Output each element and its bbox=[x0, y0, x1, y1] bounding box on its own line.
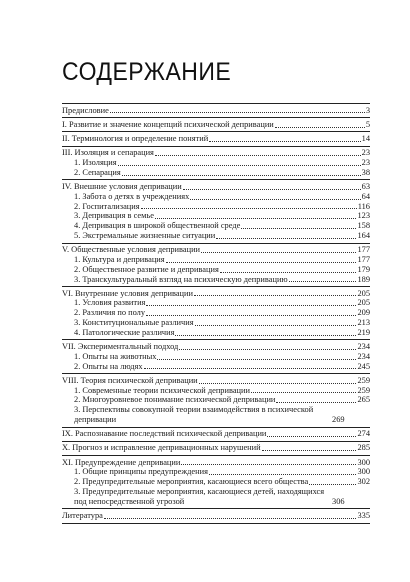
toc-separator bbox=[62, 523, 370, 524]
toc-page-number: 245 bbox=[357, 361, 370, 371]
toc-section bbox=[62, 442, 370, 455]
toc-chapter-entry[interactable] bbox=[62, 289, 370, 299]
toc-chapter-entry[interactable] bbox=[62, 429, 370, 439]
toc-entry-title: XI. Предупреждение депривации bbox=[62, 457, 181, 467]
toc-subsection-entry[interactable] bbox=[62, 318, 370, 328]
toc-chapter-entry[interactable] bbox=[62, 120, 370, 130]
toc-page-number: 179 bbox=[357, 264, 370, 274]
toc-page-number: 209 bbox=[357, 308, 370, 318]
toc-leader-dots bbox=[241, 228, 356, 229]
toc-leader-dots bbox=[195, 325, 357, 326]
toc-entry-title: 3. Транскультуральный взгляд на психическую депривацию bbox=[74, 274, 288, 284]
toc-subsection-entry[interactable] bbox=[62, 255, 370, 265]
toc-entry-title: 1. Условия развития bbox=[74, 298, 146, 308]
toc-entry-title: 1. Изоляция bbox=[74, 157, 117, 167]
toc-entry-title: 5. Экстремальные жизненные ситуации bbox=[74, 230, 216, 240]
toc-chapter-entry[interactable] bbox=[62, 182, 370, 192]
toc-page-number: 5 bbox=[365, 119, 370, 129]
toc-page-number: 306 bbox=[332, 496, 345, 506]
toc-entry-title: 1. Забота о детях в учреждениях bbox=[74, 191, 190, 201]
toc-page-number: 274 bbox=[357, 429, 370, 439]
toc-subsection-entry[interactable] bbox=[62, 352, 370, 362]
toc-chapter-entry[interactable] bbox=[62, 376, 370, 386]
toc-entry-title: V. Общественные условия депривации bbox=[62, 245, 201, 255]
toc-entry-title: VIII. Теория психической депривации bbox=[62, 375, 198, 385]
toc-subsection-entry[interactable] bbox=[62, 231, 370, 241]
toc-entry-title: 2. Госпитализация bbox=[74, 201, 140, 211]
toc-leader-dots bbox=[155, 218, 356, 219]
toc-subsection-entry[interactable] bbox=[62, 477, 370, 487]
toc-chapter-entry[interactable] bbox=[62, 443, 370, 453]
toc-page-number: 302 bbox=[357, 477, 370, 487]
toc-subsection-entry[interactable] bbox=[62, 275, 370, 285]
toc-subsection-entry[interactable] bbox=[62, 308, 370, 318]
page-title: СОДЕРЖАНИЕ bbox=[62, 58, 232, 86]
toc-entry-title: 2. Многоуровневое понимание психической депривации bbox=[74, 395, 276, 405]
toc-leader-dots bbox=[209, 474, 357, 475]
toc-chapter-entry[interactable] bbox=[62, 245, 370, 255]
toc-page-number: 213 bbox=[357, 318, 370, 328]
toc-page-number: 23 bbox=[361, 148, 370, 158]
toc-page-number: 63 bbox=[361, 181, 370, 191]
toc-entry-title: 1. Опыты на животных bbox=[74, 351, 157, 361]
toc-leader-dots bbox=[267, 436, 356, 437]
toc-leader-dots bbox=[251, 392, 356, 393]
toc-page-number: 64 bbox=[361, 191, 370, 201]
toc-section bbox=[62, 118, 370, 131]
toc-page-number: 259 bbox=[357, 385, 370, 395]
toc-section bbox=[62, 456, 370, 508]
toc-entry-title: VII. Экспериментальный подход bbox=[62, 342, 179, 352]
toc-entry-title: 2. Опыты на людях bbox=[74, 361, 143, 371]
toc-section bbox=[62, 147, 370, 180]
toc-subsection-entry[interactable] bbox=[62, 265, 370, 275]
toc-subsection-entry[interactable] bbox=[62, 467, 370, 477]
toc-subsection-entry[interactable] bbox=[62, 395, 370, 405]
toc-leader-dots bbox=[194, 295, 356, 296]
toc-page-number: 38 bbox=[361, 167, 370, 177]
toc-subsection-entry[interactable] bbox=[62, 328, 370, 338]
toc-chapter-entry[interactable] bbox=[62, 342, 370, 352]
toc-entry-title: 3. Перспективы совокупной теории взаимодействия в психической депривации bbox=[74, 405, 314, 425]
toc-page-number: 158 bbox=[357, 221, 370, 231]
toc-page-number: 234 bbox=[357, 342, 370, 352]
toc-chapter-entry[interactable] bbox=[62, 458, 370, 468]
toc-entry-title: 3. Предупредительные мероприятия, касающиеся детей, находящихся под непосредственной угрозой bbox=[74, 486, 325, 506]
toc-entry-title: 1. Общие принципы предупреждения bbox=[74, 467, 208, 477]
toc-leader-dots bbox=[276, 402, 356, 403]
toc-page-number: 177 bbox=[357, 245, 370, 255]
toc-page-number: 3 bbox=[365, 105, 370, 115]
toc-chapter-entry[interactable] bbox=[62, 134, 370, 144]
toc-leader-dots bbox=[179, 349, 356, 350]
toc-section bbox=[62, 374, 370, 426]
toc-page-number: 265 bbox=[357, 395, 370, 405]
toc-page-number: 205 bbox=[357, 298, 370, 308]
toc-entry-title: 4. Патологические различия bbox=[74, 327, 175, 337]
toc-subsection-entry[interactable] bbox=[62, 386, 370, 396]
toc-leader-dots bbox=[104, 518, 357, 519]
toc-entry-title: II. Терминология и определение понятий bbox=[62, 133, 209, 143]
toc-section bbox=[62, 104, 370, 117]
toc-entry-title: IV. Внешние условия депривации bbox=[62, 181, 182, 191]
toc-chapter-entry[interactable] bbox=[62, 106, 370, 116]
toc-entry-title: Литература bbox=[62, 510, 103, 520]
toc-subsection-entry[interactable] bbox=[62, 158, 370, 168]
toc-page-number: 234 bbox=[357, 351, 370, 361]
toc-page-number: 116 bbox=[357, 201, 370, 211]
toc-leader-dots bbox=[209, 141, 360, 142]
toc-section bbox=[62, 244, 370, 287]
toc-subsection-entry[interactable] bbox=[62, 168, 370, 178]
toc-leader-dots bbox=[155, 155, 361, 156]
toc-entry-title: 1. Культура и депривация bbox=[74, 254, 165, 264]
toc-page-number: 205 bbox=[357, 288, 370, 298]
toc-section bbox=[62, 428, 370, 441]
toc-page-number: 23 bbox=[361, 157, 370, 167]
toc-entry-title: I. Развитие и значение концепций психической депривации bbox=[62, 119, 274, 129]
toc-chapter-entry[interactable] bbox=[62, 148, 370, 158]
toc-page-number: 123 bbox=[357, 211, 370, 221]
toc-page-number: 14 bbox=[361, 133, 370, 143]
toc-leader-dots bbox=[122, 175, 361, 176]
toc-leader-dots bbox=[110, 112, 365, 113]
toc-leader-dots bbox=[118, 165, 361, 166]
toc-entry-title: VI. Внутренние условия депривации bbox=[62, 288, 193, 298]
toc-entry-title: 2. Общественное развитие и депривация bbox=[74, 264, 219, 274]
toc-leader-dots bbox=[201, 252, 356, 253]
toc-subsection-entry[interactable] bbox=[62, 405, 370, 425]
toc-subsection-entry[interactable] bbox=[62, 211, 370, 221]
toc-page-number: 177 bbox=[357, 254, 370, 264]
toc-entry-title: 2. Предупредительные мероприятия, касающиеся всего общества bbox=[74, 477, 309, 487]
toc-leader-dots bbox=[166, 262, 357, 263]
toc-subsection-entry[interactable] bbox=[62, 221, 370, 231]
toc-page-number: 300 bbox=[357, 457, 370, 467]
toc-entry-title: 1. Современные теории психической депривации bbox=[74, 385, 250, 395]
toc-leader-dots bbox=[289, 281, 357, 282]
toc-leader-dots bbox=[175, 335, 356, 336]
toc-page-number: 164 bbox=[357, 230, 370, 240]
toc-leader-dots bbox=[157, 359, 356, 360]
toc-subsection-entry[interactable] bbox=[62, 202, 370, 212]
toc-leader-dots bbox=[181, 464, 356, 465]
toc-entry-title: 2. Различия по полу bbox=[74, 308, 146, 318]
toc-entry-title: III. Изоляция и сепарация bbox=[62, 148, 154, 158]
toc-leader-dots bbox=[141, 208, 357, 209]
toc-chapter-entry[interactable] bbox=[62, 511, 370, 521]
toc-leader-dots bbox=[146, 315, 356, 316]
toc-subsection-entry[interactable] bbox=[62, 487, 370, 507]
toc-page-number: 189 bbox=[357, 274, 370, 284]
toc-leader-dots bbox=[144, 368, 357, 369]
toc-section bbox=[62, 509, 370, 522]
table-of-contents bbox=[62, 103, 370, 524]
toc-entry-title: Предисловие bbox=[62, 105, 109, 115]
toc-page-number: 285 bbox=[357, 443, 370, 453]
toc-entry-title: 3. Конституциональные различия bbox=[74, 318, 194, 328]
toc-leader-dots bbox=[216, 238, 356, 239]
toc-entry-title: 2. Сепарация bbox=[74, 167, 121, 177]
toc-entry-title: IX. Распознавание последствий психической депривации bbox=[62, 429, 267, 439]
toc-page-number: 300 bbox=[357, 467, 370, 477]
toc-section bbox=[62, 287, 370, 339]
toc-leader-dots bbox=[309, 484, 356, 485]
toc-subsection-entry[interactable] bbox=[62, 362, 370, 372]
toc-leader-dots bbox=[275, 127, 365, 128]
toc-section bbox=[62, 132, 370, 145]
toc-subsection-entry[interactable] bbox=[62, 192, 370, 202]
toc-leader-dots bbox=[220, 272, 357, 273]
toc-page-number: 335 bbox=[357, 510, 370, 520]
toc-section bbox=[62, 340, 370, 373]
toc-leader-dots bbox=[262, 450, 357, 451]
toc-leader-dots bbox=[146, 305, 356, 306]
toc-entry-title: X. Прогноз и исправление депривационных нарушений bbox=[62, 443, 261, 453]
toc-leader-dots bbox=[190, 199, 360, 200]
toc-page-number: 259 bbox=[357, 375, 370, 385]
toc-subsection-entry[interactable] bbox=[62, 298, 370, 308]
toc-page-number: 269 bbox=[332, 415, 345, 425]
toc-leader-dots bbox=[183, 189, 361, 190]
toc-leader-dots bbox=[199, 383, 357, 384]
toc-page-number: 219 bbox=[357, 327, 370, 337]
toc-section bbox=[62, 180, 370, 242]
toc-entry-title: 4. Депривация в широкой общественной среде bbox=[74, 221, 241, 231]
toc-entry-title: 3. Депривация в семье bbox=[74, 211, 154, 221]
